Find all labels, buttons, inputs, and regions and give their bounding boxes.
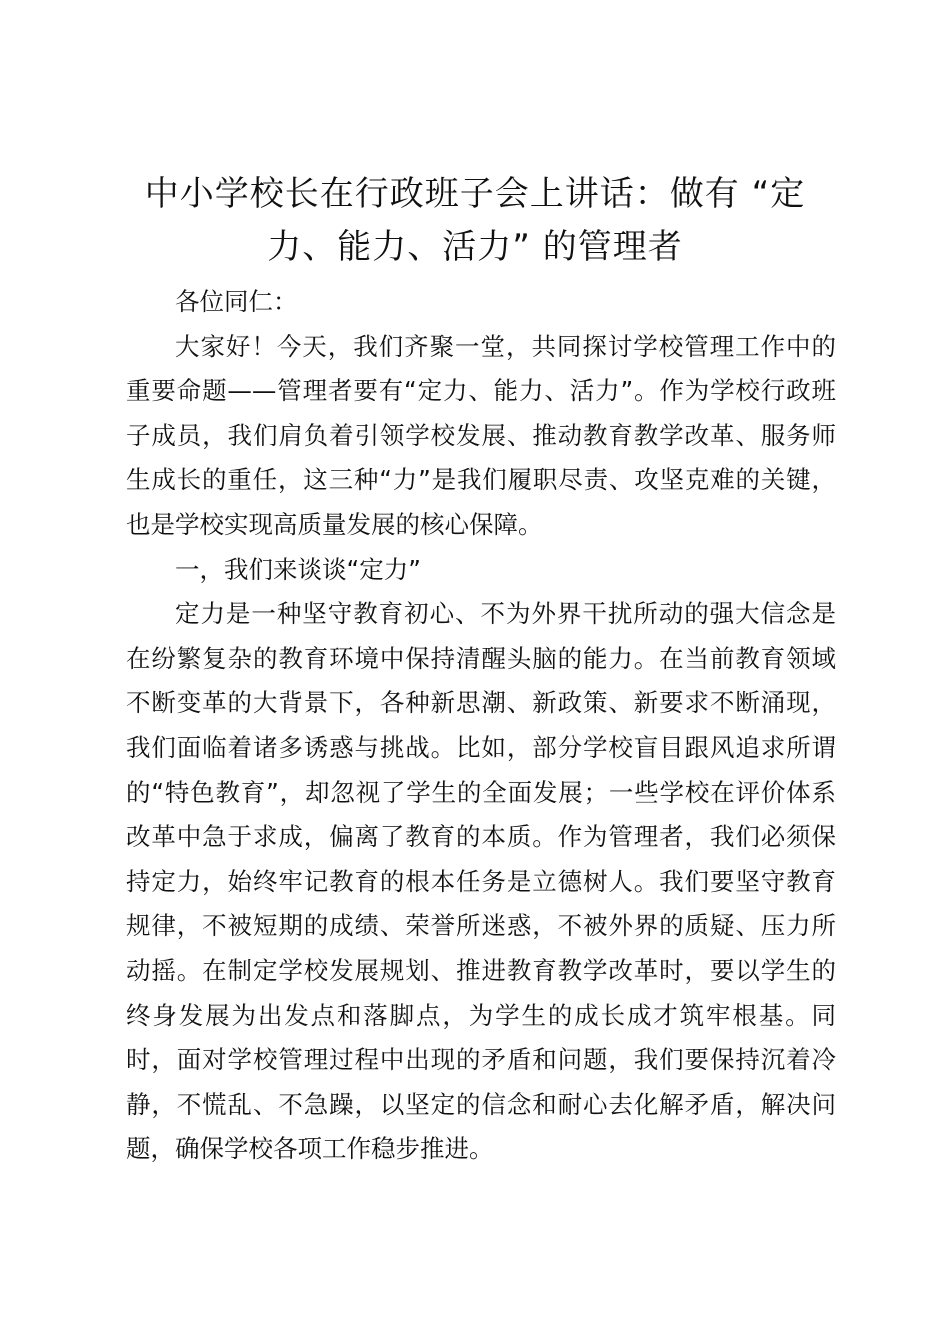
section-heading: 一，我们来谈谈“定力” [175, 554, 421, 584]
paragraph-dingli: 定力是一种坚守教育初心、不为外界干扰所动的强大信念是在纷繁复杂的教育环境中保持清醒头脑的能力。在当前教育领域不断变革的大背景下，各种新思潮、新政策、新要求不断涌现，我们面临着诸多诱惑与挑战。比如，部分学校盲目跟风追求所谓的“特色教育”，却忽视了学生的全面发展；一些学校在评价体系改革中急于求成，偏离了教育的本质。作为管理者，我们必须保持定力，始终牢记教育的根本任务是立德树人。我们要坚守教育规律，不被短期的成绩、荣誉所迷惑，不被外界的质疑、压力所动摇。在制定学校发展规划、推进教育教学改革时，要以学生的终身发展为出发点和落脚点，为学生的成长成才筑牢根基。同时，面对学校管理过程中出现的矛盾和问题，我们要保持沉着冷静，不慌乱、不急躁，以坚定的信念和耐心去化解矛盾，解决问题，确保学校各项工作稳步推进。 [126, 599, 836, 1164]
document-title: 中小学校长在行政班子会上讲话：做有 “定力、能力、活力” 的管理者 [144, 174, 806, 267]
paragraph-opening: 大家好！今天，我们齐聚一堂，共同探讨学校管理工作中的重要命题——管理者要有“定力、能力、活力”。作为学校行政班子成员，我们肩负着引领学校发展、推动教育教学改革、服务师生成长的重任，这三种“力”是我们履职尽责、攻坚克难的关键，也是学校实现高质量发展的核心保障。 [126, 331, 836, 539]
document-body [126, 280, 836, 1172]
salutation: 各位同仁： [175, 287, 298, 316]
